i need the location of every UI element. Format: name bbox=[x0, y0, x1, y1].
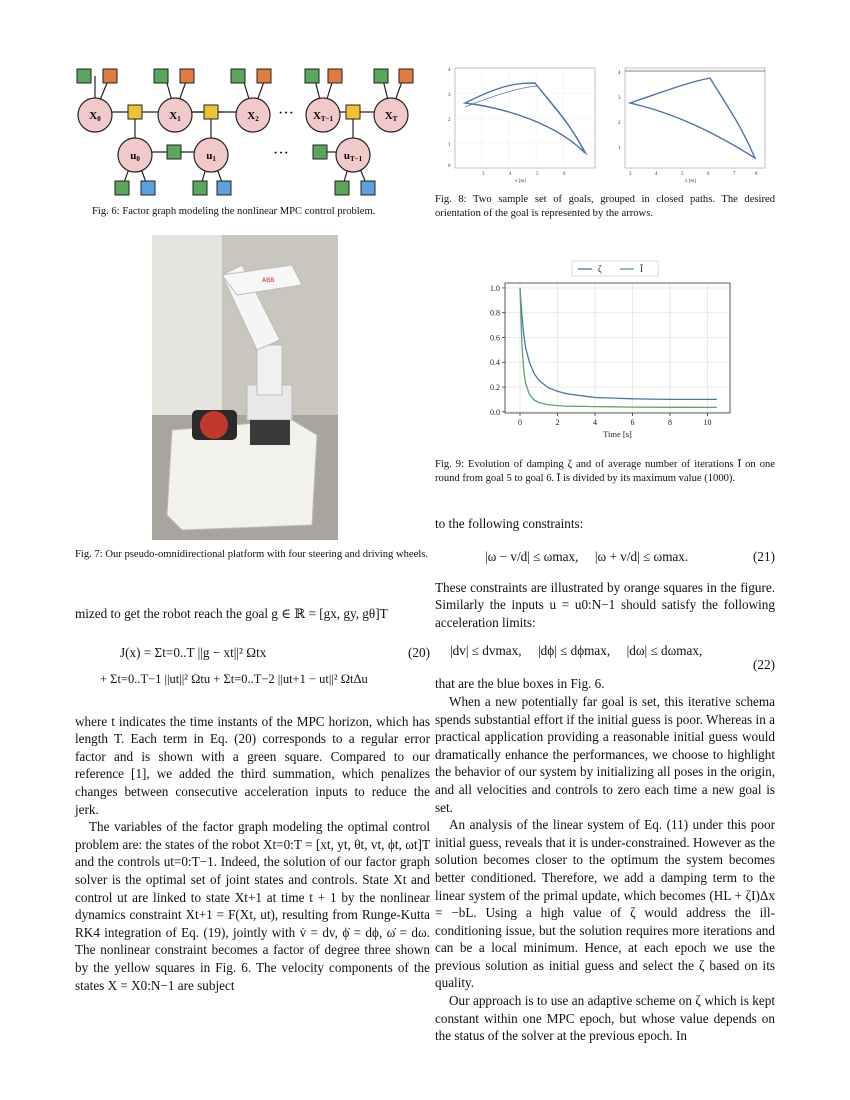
x-tick-label: 0 bbox=[518, 418, 522, 427]
svg-text:3: 3 bbox=[618, 96, 621, 101]
paragraph: An analysis of the linear system of Eq. (11) under this poor initial guess, reveals that it is under-constrained. However as the solution becomes closer to the optimum the system becomes better conditioned. Therefore, we add a damping term to the linear system of the primal update, which becomes (HL + ζI)Δx = −bL. Using a high value of ζ would address the ill-conditioning issue, but the solution requires more iterations and can be a local minimum. Hence, at each epoch we use the previous solution as initial guess and select the ζ based on its quality. bbox=[435, 817, 775, 991]
plot-frame bbox=[505, 283, 730, 413]
x-tick-label: 4 bbox=[593, 418, 597, 427]
svg-text:XT: XT bbox=[384, 110, 398, 123]
fig6-caption: Fig. 6: Factor graph modeling the nonlinear MPC control problem. bbox=[92, 206, 376, 217]
series-line bbox=[520, 288, 717, 399]
legend-label: ζ bbox=[598, 264, 602, 274]
svg-text:8: 8 bbox=[755, 172, 758, 177]
y-tick-label: 0.4 bbox=[490, 358, 500, 368]
eq20-number: (20) bbox=[408, 644, 430, 660]
x-tick-label: 8 bbox=[668, 418, 672, 427]
fig8-caption: Fig. 8: Two sample set of goals, grouped in closed paths. The desired orientation of the goal is represented by the arrows. bbox=[435, 194, 775, 219]
x-tick-label: 10 bbox=[703, 418, 712, 427]
y-tick-label: 0.6 bbox=[490, 333, 500, 343]
series-line bbox=[520, 288, 717, 407]
svg-text:5: 5 bbox=[681, 172, 684, 177]
svg-text:7: 7 bbox=[733, 172, 736, 177]
abb-logo: ABB bbox=[262, 277, 275, 284]
fig9-caption: Fig. 9: Evolution of damping ζ and of average number of iterations Ī on one round from goal 5 to goal 6. Ī is divided by its maximum value (1000). bbox=[435, 459, 775, 484]
eq21-number: (21) bbox=[753, 548, 775, 564]
x-tick-label: 6 bbox=[630, 418, 635, 427]
legend-label: Ī bbox=[640, 264, 643, 274]
svg-text:2: 2 bbox=[448, 118, 451, 123]
svg-text:4: 4 bbox=[655, 172, 658, 177]
left-column bbox=[75, 605, 430, 994]
svg-text:2: 2 bbox=[618, 121, 621, 126]
svg-text:4: 4 bbox=[509, 172, 512, 177]
robot-photo bbox=[152, 235, 338, 540]
x-axis-label: Time [s] bbox=[603, 429, 632, 439]
fig7-caption: Fig. 7: Our pseudo-omnidirectional platform with four steering and driving wheels. bbox=[75, 549, 429, 560]
svg-text:XT−1: XT−1 bbox=[312, 110, 334, 123]
svg-text:u1: u1 bbox=[206, 150, 216, 163]
paragraph: where t indicates the time instants of the MPC horizon, which has length T. Each term in Eq. (20) corresponds to a regular error factor and is shown with a green square. Compared to our reference [1], we added the third summation, which penalizes changes between consecutive acceleration inputs to reduce the jerk. bbox=[75, 713, 430, 817]
paragraph: When a new potentially far goal is set, this iterative schema spends substantial effort if the initial guess is poor. Whereas in a practical application providing a reasonable initial guess would dramatically enhance the performances, we choose to highlight the behavior of our system by initializing all poses in the origin, and all velocities and controls to zero each time a new goal is set. bbox=[435, 693, 775, 815]
eq22-number: (22) bbox=[753, 657, 775, 673]
paragraph: that are the blue boxes in Fig. 6. bbox=[435, 676, 605, 692]
svg-text:X1: X1 bbox=[169, 110, 181, 123]
y-tick-label: 0.8 bbox=[490, 308, 500, 318]
ellipsis: ··· bbox=[278, 105, 294, 122]
eq22-body: |dv| ≤ dvmax, |dϕ| ≤ dϕmax, |dω| ≤ dωmax, bbox=[450, 643, 703, 659]
equation-21 bbox=[435, 539, 775, 575]
eq20-line1: J(x) = Σt=0..T ||g − xt||² Ωtx bbox=[120, 644, 267, 660]
svg-text:0: 0 bbox=[448, 164, 451, 169]
svg-text:X2: X2 bbox=[247, 110, 259, 123]
eq21-body: |ω − v/d| ≤ ωmax, |ω + v/d| ≤ ωmax. bbox=[485, 548, 689, 564]
y-tick-label: 1.0 bbox=[490, 283, 500, 293]
svg-text:4: 4 bbox=[618, 71, 621, 76]
goal-paths-left bbox=[445, 63, 605, 183]
eq20-line2: + Σt=0..T−1 ||ut||² Ωtu + Σt=0..T−2 ||ut+1 − ut||² ΩtΔu bbox=[100, 671, 368, 686]
damping-chart bbox=[470, 258, 740, 443]
goal-paths-right bbox=[615, 63, 775, 183]
equation-22 bbox=[435, 637, 775, 673]
svg-text:6: 6 bbox=[563, 172, 566, 177]
svg-text:6: 6 bbox=[707, 172, 710, 177]
svg-text:···: ··· bbox=[273, 145, 289, 162]
svg-text:3: 3 bbox=[629, 172, 632, 177]
paragraph: The variables of the factor graph modeling the optimal control problem are: the states of the robot Xt=0:T = [xt, yt, θt, vt, ϕt, ωt]T and the controls ut=0:T−1. Indeed, the solution of our factor graph solver is the optimal set of joint states and controls. State Xt and control ut are linked to state Xt+1 at time t + 1 by the nonlinear dynamics constraint Xt+1 = F(Xt, ut), resulting from Runge-Kutta RK4 integration of Eq. (19), jointly with v̇ = dv, ϕ̇ = dϕ, ω̇ = dω. The nonlinear constraint becomes a factor of degree three shown by the yellow squares in Fig. 6. The velocity components of the states X = X0:N−1 are subject bbox=[75, 819, 430, 993]
paragraph: Our approach is to use an adaptive scheme on ζ which is kept constant within one MPC epoch, but whose value depends on the status of the solver at the previous epoch. In bbox=[435, 993, 775, 1044]
svg-text:x [m]: x [m] bbox=[685, 179, 696, 183]
eq21-intro: to the following constraints: bbox=[435, 516, 584, 531]
eq20-intro: mized to get the robot reach the goal g ∈ ℝ = [gx, gy, gθ]T bbox=[75, 606, 388, 621]
svg-text:uT−1: uT−1 bbox=[343, 150, 363, 163]
svg-text:3: 3 bbox=[482, 172, 485, 177]
paragraph: These constraints are illustrated by orange squares in the figure. Similarly the inputs u = u0:N−1 should satisfy the following acceleration limits: bbox=[435, 579, 775, 630]
svg-text:X0: X0 bbox=[89, 110, 101, 123]
svg-text:4: 4 bbox=[448, 68, 451, 73]
x-tick-label: 2 bbox=[555, 418, 560, 427]
svg-text:1: 1 bbox=[448, 143, 451, 148]
y-tick-label: 0.2 bbox=[490, 383, 500, 392]
right-column bbox=[435, 515, 775, 1045]
equation-20 bbox=[75, 637, 430, 695]
y-tick-label: 0.0 bbox=[490, 407, 500, 417]
svg-text:3: 3 bbox=[448, 93, 451, 98]
factor-graph-figure bbox=[70, 60, 430, 200]
svg-text:1: 1 bbox=[618, 146, 621, 151]
svg-text:x [m]: x [m] bbox=[515, 179, 526, 183]
svg-text:5: 5 bbox=[536, 172, 539, 177]
svg-text:u0: u0 bbox=[130, 150, 140, 163]
